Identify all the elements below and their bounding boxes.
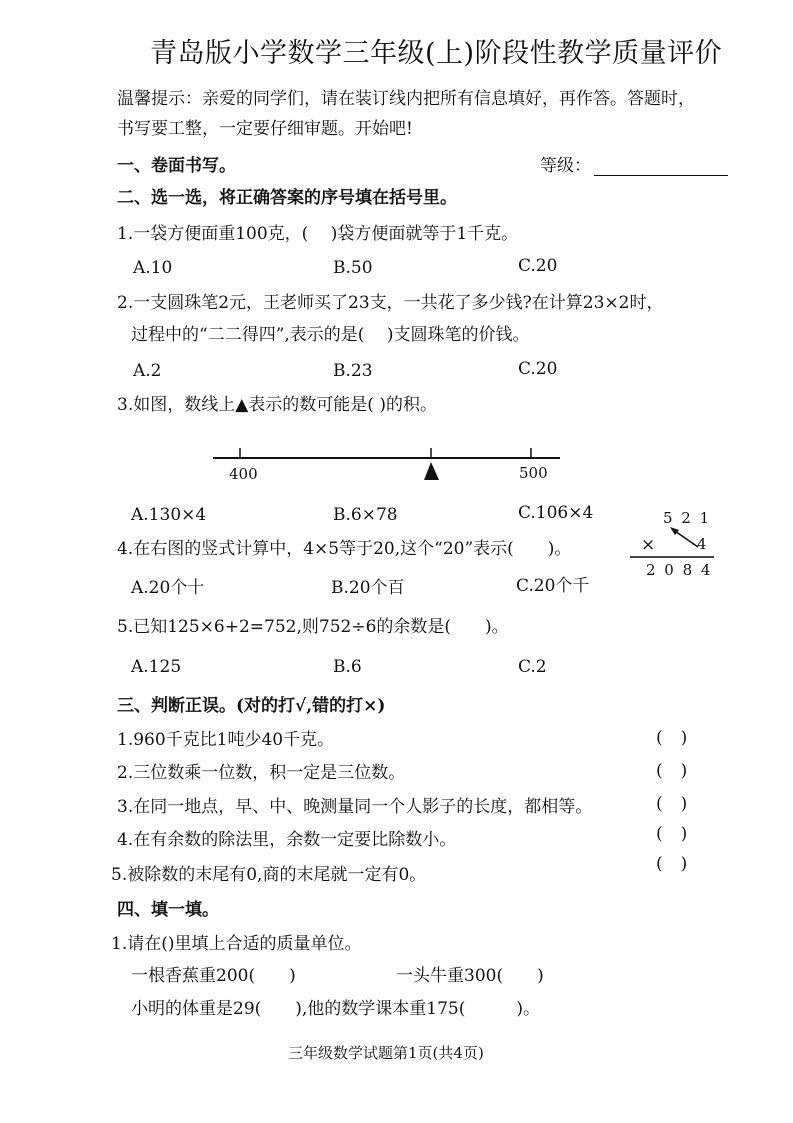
calc-multiplier: 4 [697, 535, 707, 553]
section-1-heading: 一、卷面书写。 [117, 156, 236, 176]
tick-label-400: 400 [229, 465, 258, 483]
s2-q3-text: 3.如图，数线上▲表示的数可能是( )的积。 [117, 395, 437, 415]
page-footer: 三年级数学试题第1页(共4页) [288, 1044, 484, 1062]
calc-times-sign: × [641, 535, 656, 555]
calc-result: 2 0 8 4 [646, 561, 713, 579]
s3-item-2: 2.三位数乘一位数，积一定是三位数。 [117, 763, 406, 783]
s4-weight-line: 小明的体重是29( ),他的数学课本重175( )。 [131, 999, 541, 1019]
page-title: 青岛版小学数学三年级(上)阶段性教学质量评价 [150, 38, 723, 69]
s3-answer-paren-5[interactable]: () [656, 854, 706, 874]
calc-top-number: 5 2 1 [663, 509, 712, 527]
s3-answer-paren-2[interactable]: () [656, 761, 706, 781]
s3-item-5: 5.被除数的末尾有0,商的末尾就一定有0。 [111, 865, 427, 885]
grade-label: 等级： [540, 156, 591, 176]
s2-q2-option-a: A.2 [133, 361, 162, 381]
s2-q5-text: 5.已知125×6+2=752,则752÷6的余数是( )。 [117, 617, 509, 637]
s4-banana-line: 一根香蕉重200( ) [131, 966, 296, 986]
s2-q2-line-1: 2.一支圆珠笔2元，王老师买了23支，一共花了多少钱?在计算23×2时， [117, 293, 664, 313]
s2-q1-option-c: C.20 [518, 256, 558, 276]
section-3-heading: 三、判断正误。(对的打√,错的打×) [117, 696, 386, 716]
section-4-heading: 四、填一填。 [117, 900, 219, 920]
s2-q1-option-a: A.10 [133, 258, 173, 278]
s2-q5-option-c: C.2 [518, 657, 547, 677]
s2-q3-option-b: B.6×78 [333, 505, 398, 525]
s3-item-1: 1.960千克比1吨少40千克。 [117, 730, 335, 750]
s2-q2-option-b: B.23 [333, 361, 373, 381]
tick-label-500: 500 [519, 464, 548, 482]
number-line-figure [205, 440, 570, 490]
section-2-heading: 二、选一选，将正确答案的序号填在括号里。 [117, 188, 457, 208]
s2-q5-option-b: B.6 [333, 657, 362, 677]
s4-q1-text: 1.请在()里填上合适的质量单位。 [111, 934, 362, 954]
s2-q1-text: 1.一袋方便面重100克，( )袋方便面就等于1千克。 [117, 224, 519, 244]
s3-answer-paren-3[interactable]: () [656, 794, 706, 814]
grade-blank-line[interactable] [594, 175, 728, 176]
s3-answer-paren-4[interactable]: () [656, 824, 706, 844]
calc-figure-lines [628, 523, 718, 561]
tip-line-1: 温馨提示：亲爱的同学们，请在装订线内把所有信息填好，再作答。答题时， [117, 89, 695, 109]
s2-q4-option-c: C.20个千 [516, 576, 590, 596]
tip-line-2: 书写要工整，一定要仔细审题。开始吧! [117, 119, 413, 139]
s2-q1-option-b: B.50 [333, 258, 373, 278]
s2-q4-text: 4.在右图的竖式计算中，4×5等于20,这个“20”表示( )。 [117, 539, 572, 559]
s2-q2-line-2: 过程中的“二二得四”,表示的是( )支圆珠笔的价钱。 [131, 325, 530, 345]
s3-answer-paren-1[interactable]: () [656, 728, 706, 748]
triangle-marker-icon [424, 462, 439, 480]
s2-q2-option-c: C.20 [518, 359, 558, 379]
s3-item-4: 4.在有余数的除法里，余数一定要比除数小。 [117, 830, 457, 850]
s3-item-3: 3.在同一地点，早、中、晚测量同一个人影子的长度，都相等。 [117, 797, 593, 817]
s2-q4-option-b: B.20个百 [331, 578, 405, 598]
s2-q3-option-a: A.130×4 [131, 505, 207, 525]
s4-cow-line: 一头牛重300( ) [396, 966, 544, 986]
s2-q3-option-c: C.106×4 [518, 503, 594, 523]
s2-q5-option-a: A.125 [131, 657, 182, 677]
s2-q4-option-a: A.20个十 [131, 578, 205, 598]
